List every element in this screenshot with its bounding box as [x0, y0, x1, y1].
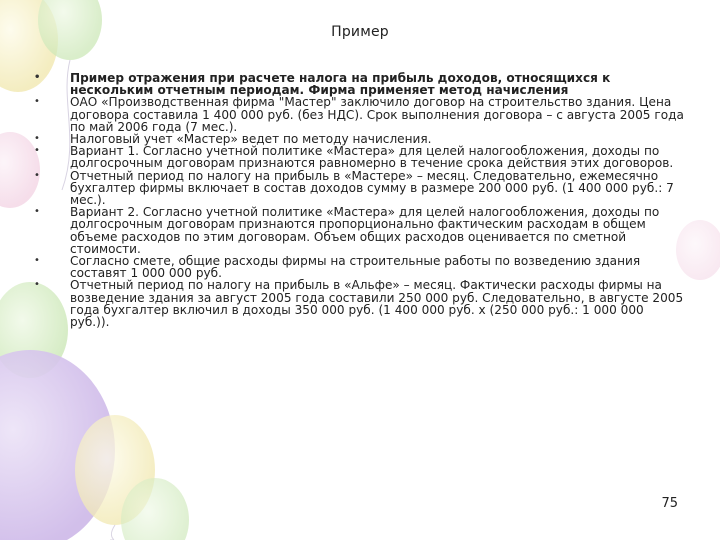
page-number: 75 [661, 496, 678, 511]
bullet-text: Вариант 2. Согласно учетной политике «Мастера» для целей налогообложения, доходы по долгосрочным договорам признаются пропорционально фактическим расходам в общем объеме расходов по этим договорам. Объем общих расходов оценивается по сметной стоимости. [70, 205, 660, 256]
bullet-list [34, 72, 684, 328]
bullet-item [34, 72, 684, 96]
bullet-item [34, 145, 684, 169]
bullet-text: ОАО «Производственная фирма "Мастер" заключило договор на строительство здания. Цена договора составила 1 400 000 руб. (без НДС). Срок выполнения договора – с августа 2005 года по май 2006 года (7 мес.). [70, 95, 684, 134]
bullet-icon: • [34, 255, 40, 267]
bullet-icon: • [34, 145, 40, 157]
bullet-icon: • [34, 279, 40, 291]
bullet-item [34, 255, 684, 279]
bullet-item [34, 170, 684, 207]
bullet-item [34, 206, 684, 255]
bullet-icon: • [34, 206, 40, 218]
bullet-text: Пример отражения при расчете налога на прибыль доходов, относящихся к нескольким отчетным периодам. Фирма применяет метод начисления [70, 71, 611, 98]
bullet-icon: • [34, 169, 40, 181]
balloon-string-2 [110, 525, 115, 540]
bullet-text: Отчетный период по налогу на прибыль в «Мастере» – месяц. Следовательно, ежемесячно бухгалтер фирмы включает в состав доходов сумму в размере 200 000 руб. (1 400 000 руб.: 7 мес.). [70, 168, 674, 208]
bullet-text: Вариант 1. Согласно учетной политике «Мастера» для целей налогообложения, доходы по долгосрочным договорам признаются равномерно в течение срока действия этих договоров. [70, 144, 674, 171]
bullet-item [34, 279, 684, 328]
bullet-icon: • [34, 72, 41, 83]
bullet-text: Отчетный период по налогу на прибыль в «Альфе» – месяц. Фактически расходы фирмы на возведение здания за август 2005 года составили 250 000 руб. Следовательно, в августе 2005 года бухгалтер включил в доходы 350 000 руб. (1 400 000 руб. х (250 000 руб.: 1 000 000 руб.)). [70, 278, 684, 330]
bullet-text: Согласно смете, общие расходы фирмы на строительные работы по возведению здания составят 1 000 000 руб. [70, 254, 641, 281]
bullet-icon: • [34, 96, 40, 108]
bullet-text: Налоговый учет «Мастер» ведет по методу начисления. [70, 132, 432, 147]
bullet-icon: • [34, 133, 40, 145]
slide-title: Пример [331, 24, 389, 40]
bullet-item [34, 96, 684, 133]
